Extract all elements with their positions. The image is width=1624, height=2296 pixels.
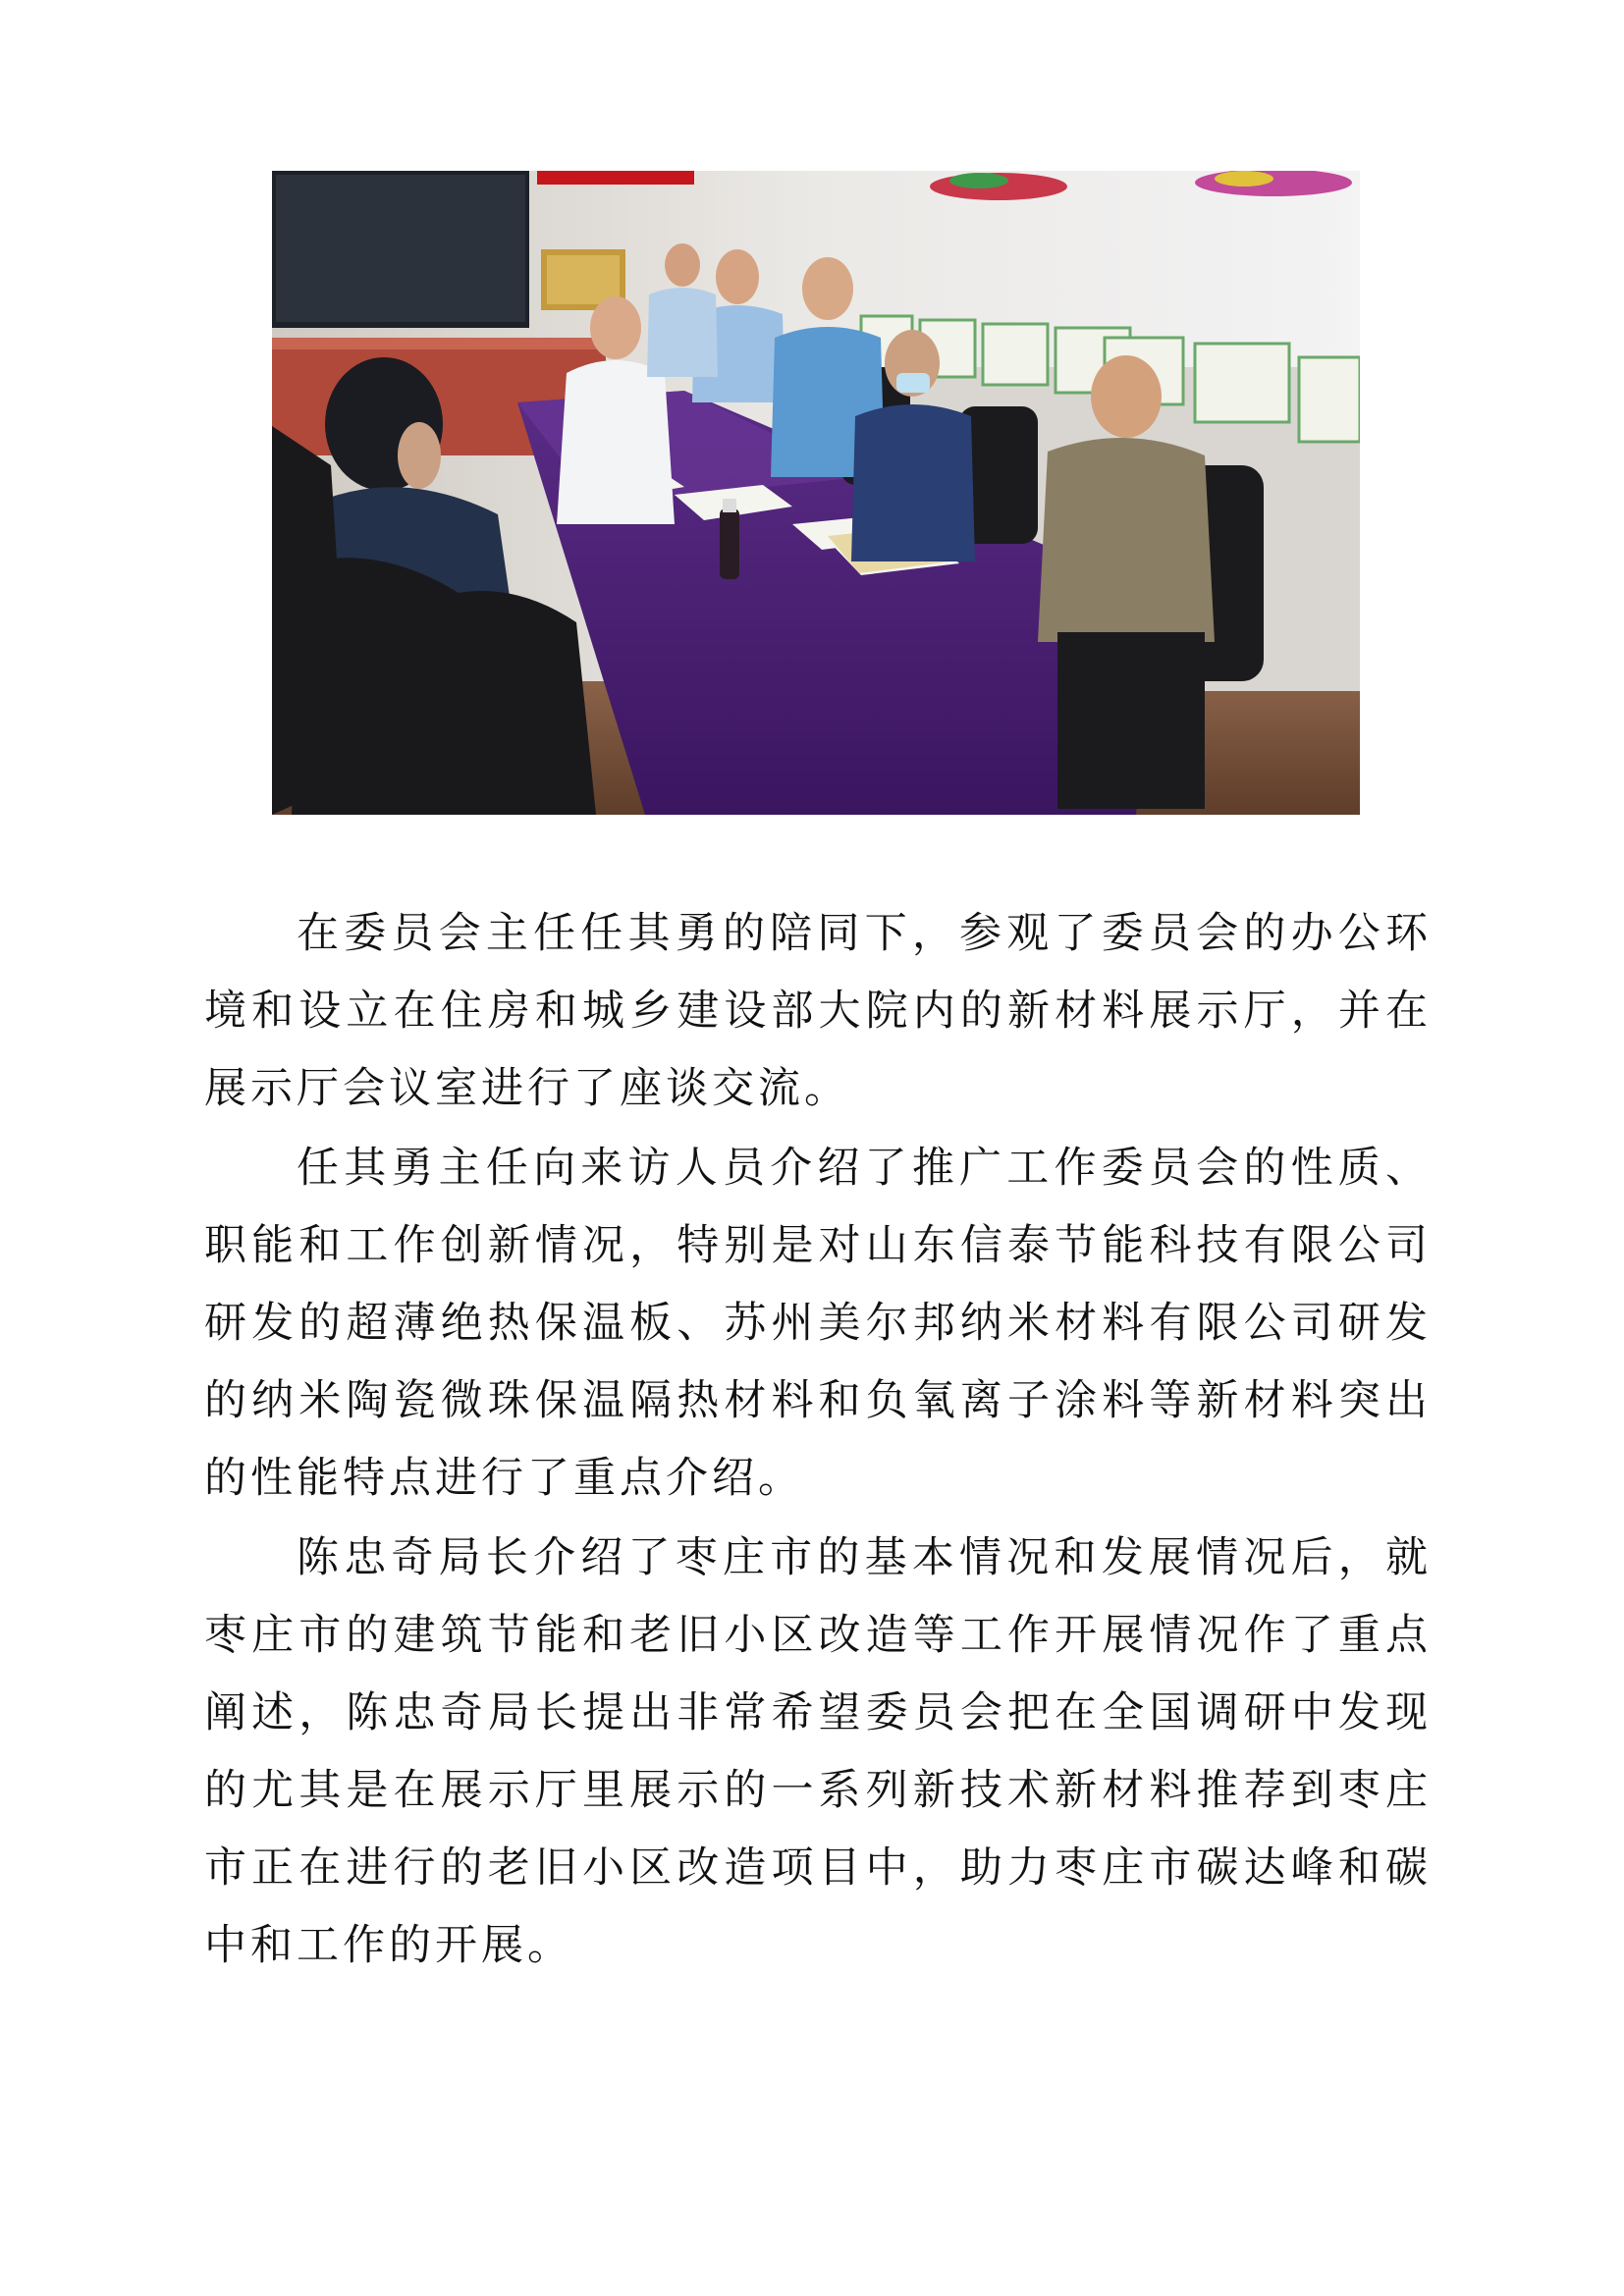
paragraph-visit: 在委员会主任任其勇的陪同下，参观了委员会的办公环境和设立在住房和城乡建设部大院内的新材料展示厅，并在展示厅会议室进行了座谈交流。 (204, 909, 1432, 1113)
meeting-photo (272, 171, 1360, 815)
paragraph-committee-introduction: 任其勇主任向来访人员介绍了推广工作委员会的性质、职能和工作创新情况，特别是对山东信泰节能科技有限公司研发的超薄绝热保温板、苏州美尔邦纳米材料有限公司研发的纳米陶瓷微珠保温隔热材料和负氧离子涂料等新材料突出的性能特点进行了重点介绍。 (204, 1144, 1432, 1503)
article-body (204, 895, 1432, 1987)
paragraph-bureau-chief-statement: 陈忠奇局长介绍了枣庄市的基本情况和发展情况后，就枣庄市的建筑节能和老旧小区改造等工作开展情况作了重点阐述，陈忠奇局长提出非常希望委员会把在全国调研中发现的尤其是在展示厅里展示的一系列新技术新材料推荐到枣庄市正在进行的老旧小区改造项目中，助力枣庄市碳达峰和碳中和工作的开展。 (204, 1533, 1432, 1970)
